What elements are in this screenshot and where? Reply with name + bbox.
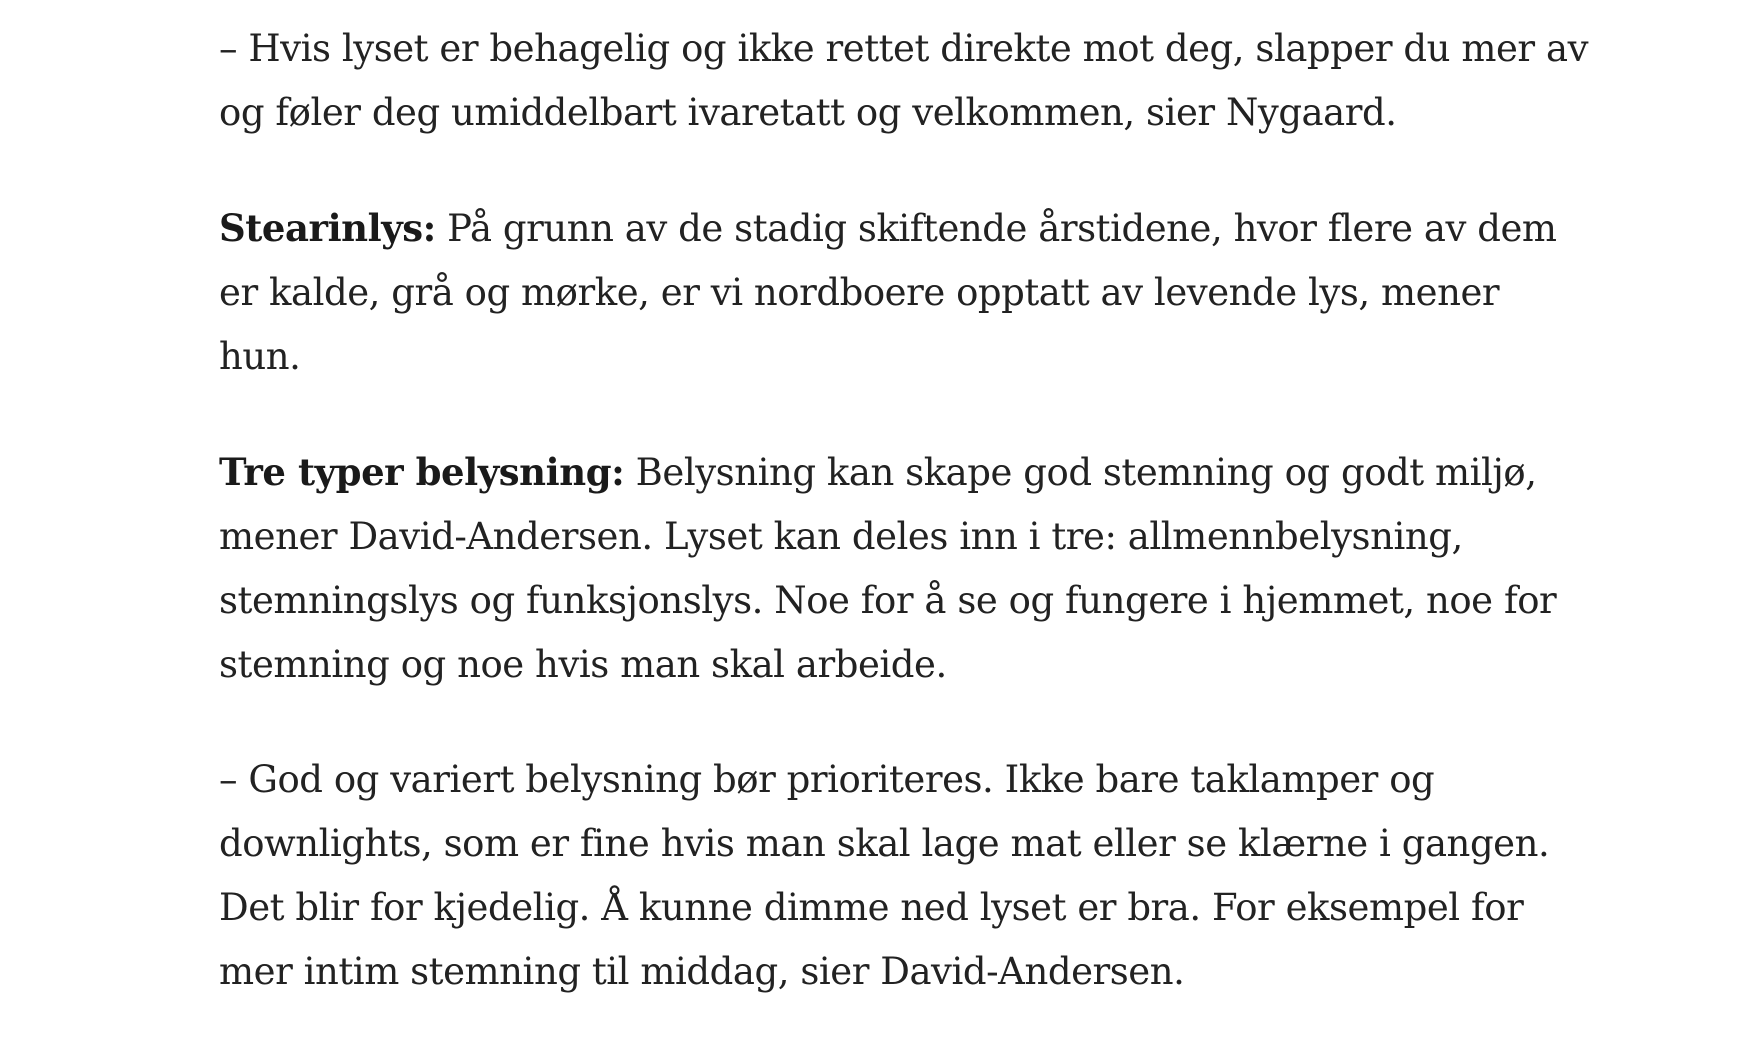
paragraph-lead-heading: Stearinlys: xyxy=(219,206,436,250)
paragraph-quote-nygaard xyxy=(219,17,1589,145)
paragraph-text: På grunn av de stadig skiftende årstidene, hvor flere av dem er kalde, grå og mørke, er vi nordboere opptatt av levende lys, mener hun. xyxy=(219,207,1557,378)
paragraph-quote-david-andersen xyxy=(219,748,1589,1004)
paragraph-tre-typer-belysning xyxy=(219,440,1589,697)
paragraph-text: – God og variert belysning bør prioriteres. Ikke bare taklamper og downlights, som er fine hvis man skal lage mat eller se klærne i gangen. Det blir for kjedelig. Å kunne dimme ned lyset er bra. For eksempel for mer intim stemning til middag, sier David-Andersen. xyxy=(219,758,1550,993)
paragraph-text: – Hvis lyset er behagelig og ikke rettet direkte mot deg, slapper du mer av og føler deg umiddelbart ivaretatt og velkommen, sier Nygaard. xyxy=(219,27,1589,134)
article-body xyxy=(219,17,1589,1055)
paragraph-stearinlys xyxy=(219,196,1589,389)
paragraph-lead-heading: Tre typer belysning: xyxy=(219,450,625,494)
paragraph-text: Belysning kan skape god stemning og godt miljø, mener David-Andersen. Lyset kan deles inn i tre: allmennbelysning, stemningslys og funksjonslys. Noe for å se og fungere i hjemmet, noe for stemning og noe hvis man skal arbeide. xyxy=(219,451,1557,686)
